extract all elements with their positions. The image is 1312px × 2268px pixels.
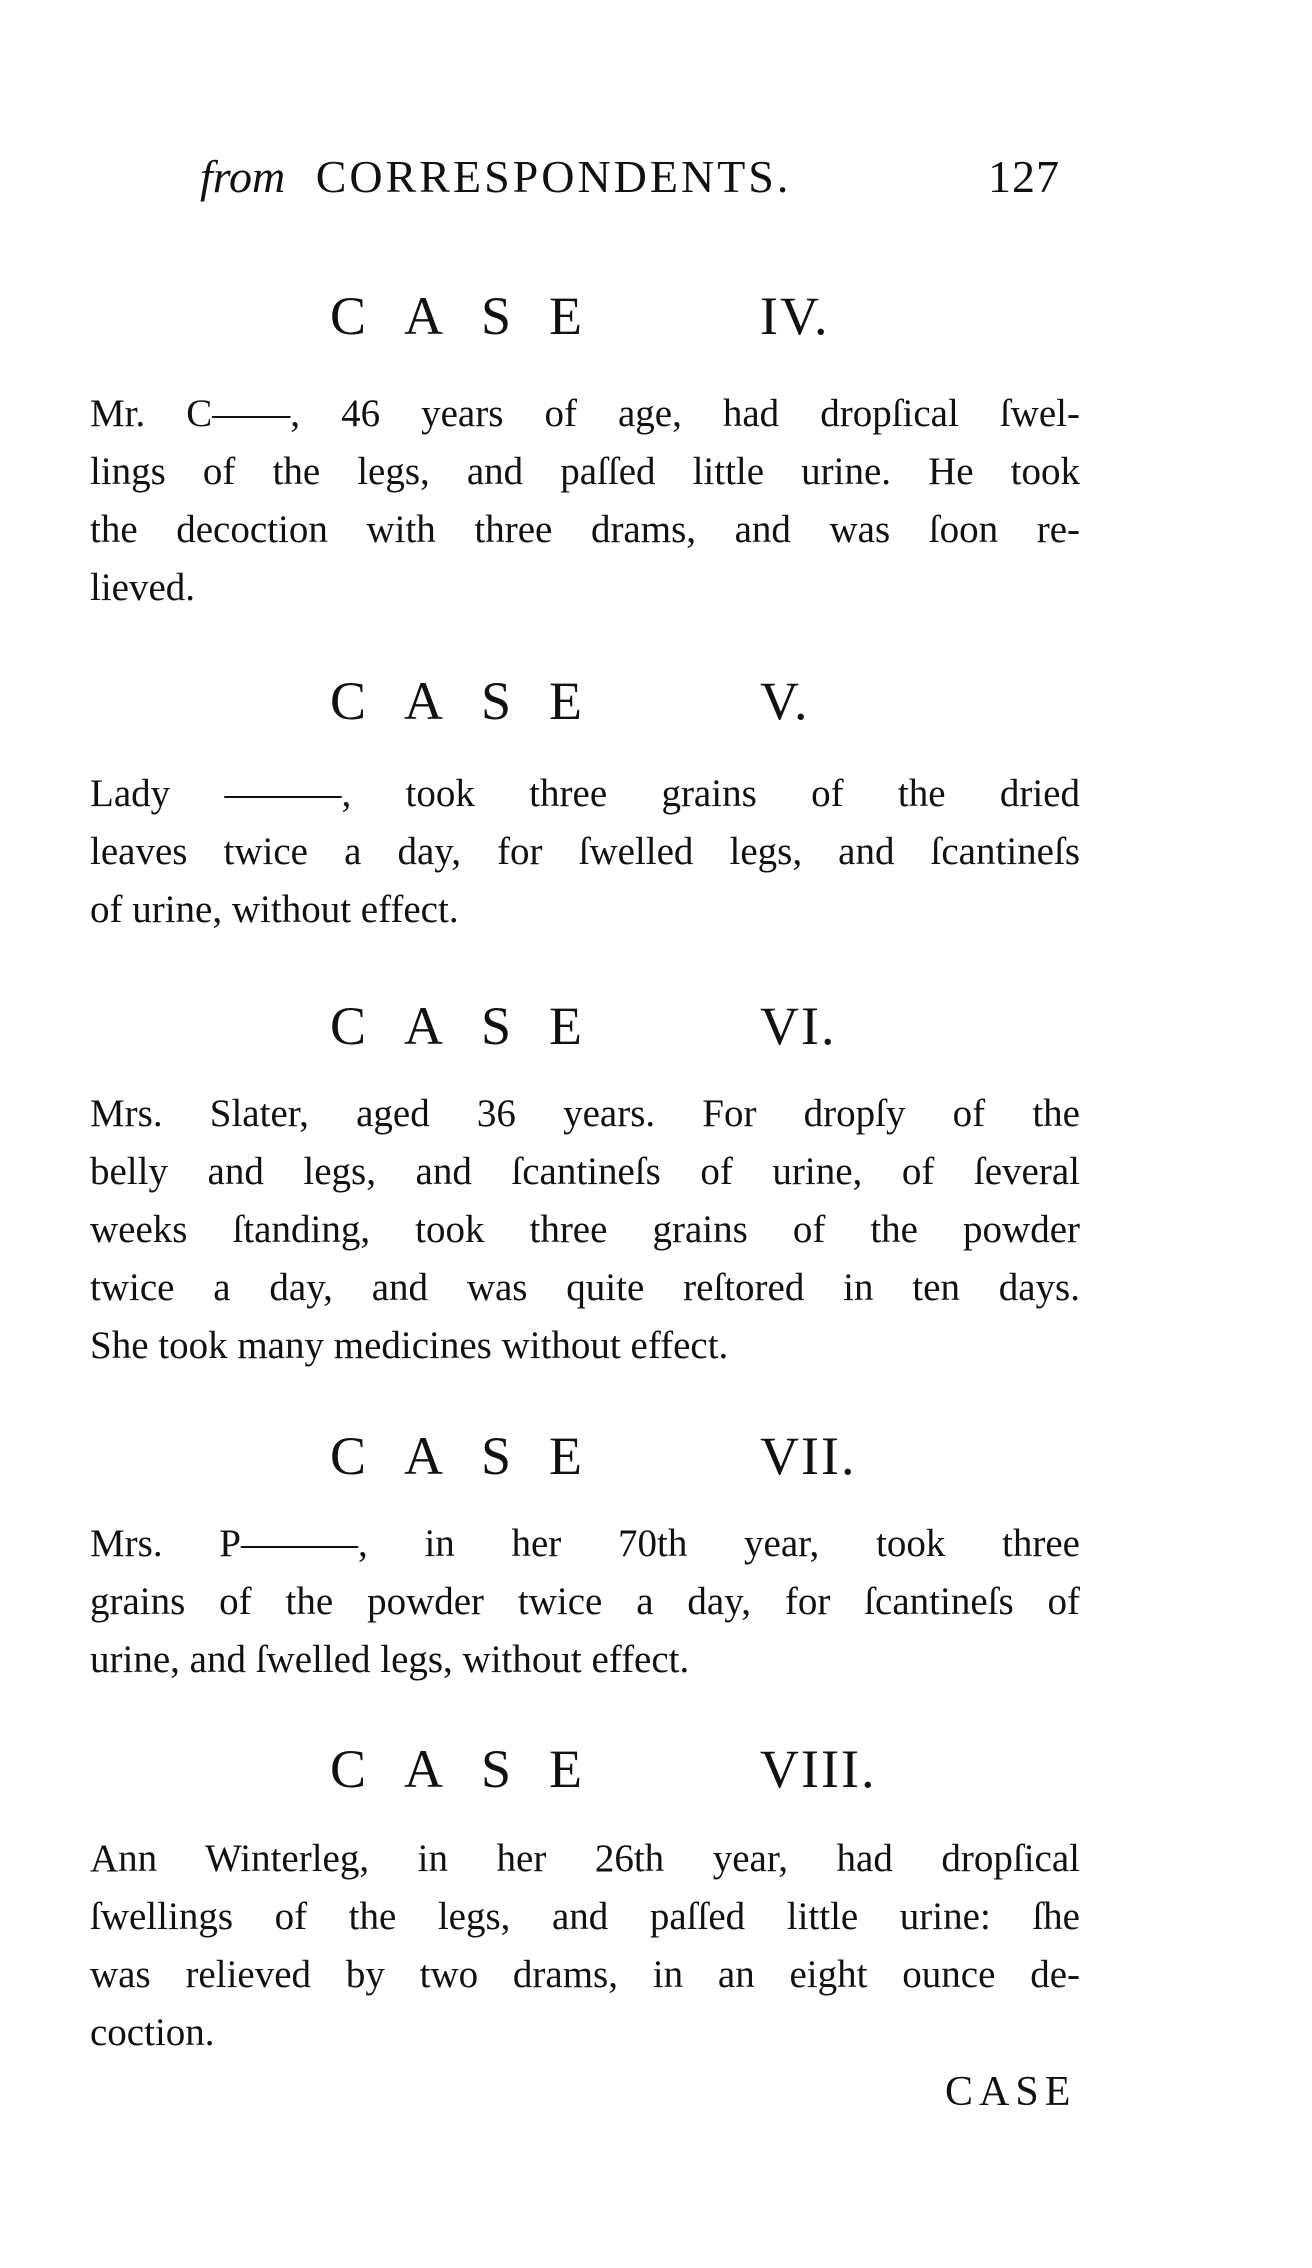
case-label: CASE <box>330 996 621 1056</box>
page-number: 127 <box>988 151 1060 202</box>
case-heading-viii <box>330 1738 1030 1808</box>
case-numeral: V. <box>760 671 810 731</box>
case-label: CASE <box>330 1426 621 1486</box>
case-numeral: IV. <box>760 286 830 346</box>
text-line: of urine, without effect. <box>90 888 459 931</box>
text-line: weeks ſtanding, took three grains of the powder <box>90 1208 1080 1251</box>
text-line: coction. <box>90 2011 215 2054</box>
text-line: She took many medicines without effect. <box>90 1324 729 1367</box>
case-heading-v <box>330 670 1030 740</box>
running-head-prefix: from <box>200 151 286 202</box>
case-numeral: VIII. <box>760 1739 877 1799</box>
text-line: lieved. <box>90 566 196 609</box>
text-line: Mr. C——, 46 years of age, had dropſical ſwel- <box>90 392 1080 435</box>
text-line: ſwellings of the legs, and paſſed little urine: ſhe <box>90 1895 1080 1938</box>
text-line: the decoction with three drams, and was ſoon re- <box>90 508 1080 551</box>
case-heading-vi <box>330 995 1030 1065</box>
case-heading-iv <box>330 285 1030 355</box>
running-head <box>200 150 1060 220</box>
case-numeral: VII. <box>760 1426 857 1486</box>
case-numeral: VI. <box>760 996 837 1056</box>
text-line: Ann Winterleg, in her 26th year, had dropſical <box>90 1837 1080 1880</box>
text-line: was relieved by two drams, in an eight ounce de- <box>90 1953 1080 1996</box>
text-line: leaves twice a day, for ſwelled legs, and ſcantineſs <box>90 830 1080 873</box>
case-v-text <box>90 765 1080 939</box>
text-line: belly and legs, and ſcantineſs of urine, of ſeveral <box>90 1150 1080 1193</box>
text-line: grains of the powder twice a day, for ſcantineſs of <box>90 1580 1080 1623</box>
case-vii-text <box>90 1515 1080 1689</box>
text-line: Mrs. Slater, aged 36 years. For dropſy of the <box>90 1092 1080 1135</box>
running-head-title: CORRESPONDENTS. <box>315 151 792 202</box>
case-viii-text <box>90 1830 1080 2062</box>
text-line: lings of the legs, and paſſed little urine. He took <box>90 450 1080 493</box>
case-label: CASE <box>330 1739 621 1799</box>
text-line: twice a day, and was quite reſtored in ten days. <box>90 1266 1080 1309</box>
case-label: CASE <box>330 286 621 346</box>
text-line: Mrs. P———, in her 70th year, took three <box>90 1522 1080 1565</box>
case-iv-text <box>90 385 1080 617</box>
case-heading-vii <box>330 1425 1030 1495</box>
text-line: urine, and ſwelled legs, without effect. <box>90 1638 690 1681</box>
text-line: Lady ———, took three grains of the dried <box>90 772 1080 815</box>
case-vi-text <box>90 1085 1080 1375</box>
case-label: CASE <box>330 671 621 731</box>
catchword: CASE <box>945 2069 1077 2115</box>
